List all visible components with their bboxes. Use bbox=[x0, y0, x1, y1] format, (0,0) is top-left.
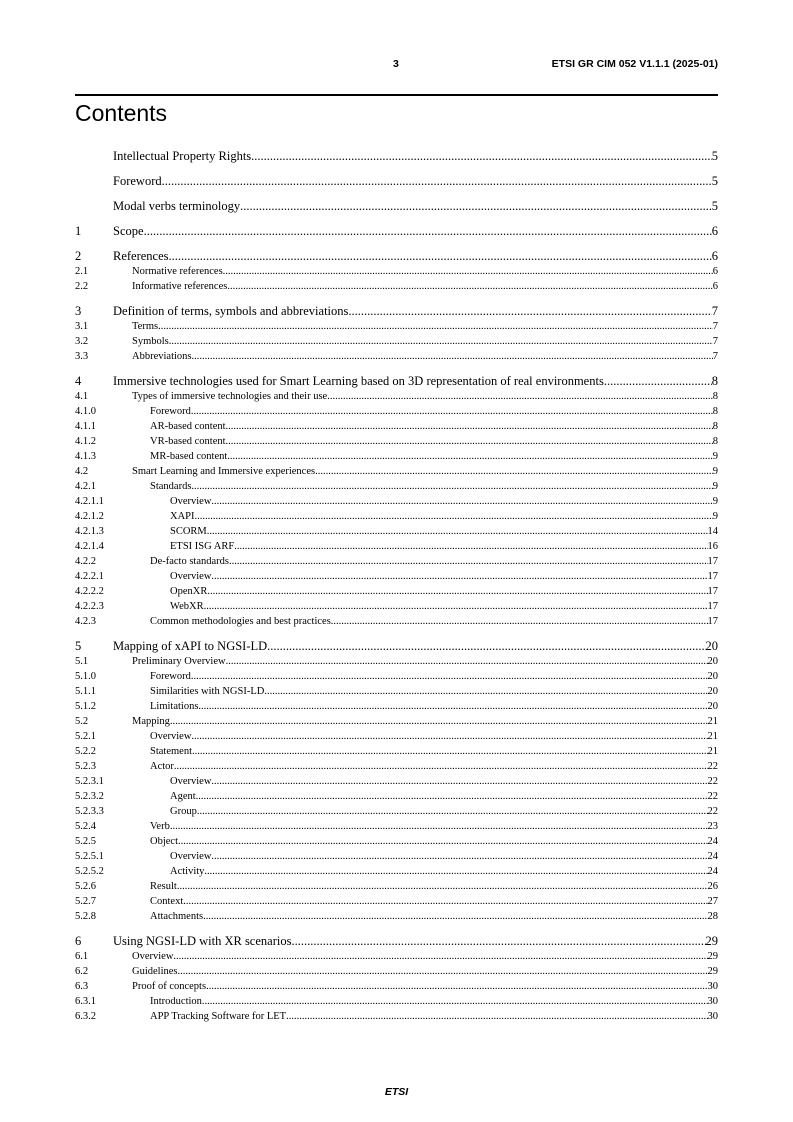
toc-entry-page: 20 bbox=[707, 671, 718, 682]
toc-entry-page: 29 bbox=[705, 934, 718, 948]
toc-entry-title: Overview bbox=[132, 951, 174, 962]
toc-entry-number: 4.2 bbox=[75, 466, 89, 477]
toc-entry-title: AR-based content bbox=[150, 421, 226, 432]
toc-entry[interactable] bbox=[75, 684, 718, 699]
toc-entry-number: 5.2 bbox=[75, 716, 89, 727]
toc-entry-page: 24 bbox=[707, 851, 718, 862]
toc-entry-title: Intellectual Property Rights bbox=[113, 149, 252, 163]
toc-entry-number: 4.2.1.4 bbox=[75, 541, 104, 552]
toc-entry-number: 4.1.1 bbox=[75, 421, 96, 432]
toc-entry[interactable] bbox=[75, 714, 718, 729]
toc-entry[interactable] bbox=[75, 524, 718, 539]
toc-entry[interactable] bbox=[75, 759, 718, 774]
toc-entry-number: 5.2.3.2 bbox=[75, 791, 104, 802]
toc-entry-page: 30 bbox=[707, 981, 718, 992]
toc-entry[interactable] bbox=[75, 699, 718, 714]
toc-entry-title: Group bbox=[170, 806, 197, 817]
dot-leader bbox=[203, 909, 707, 924]
toc-entry[interactable] bbox=[75, 744, 718, 759]
toc-entry-number: 6 bbox=[75, 934, 82, 948]
toc-entry[interactable] bbox=[75, 789, 718, 804]
toc-entry-page: 17 bbox=[707, 571, 718, 582]
dot-leader bbox=[223, 264, 713, 279]
toc-entry-number: 4.1.2 bbox=[75, 436, 96, 447]
toc-entry-page: 7 bbox=[712, 351, 718, 362]
toc-entry-page: 27 bbox=[707, 896, 718, 907]
toc-entry[interactable] bbox=[75, 434, 718, 449]
toc-entry-number: 4.2.1 bbox=[75, 481, 96, 492]
toc-entry-page: 22 bbox=[707, 776, 718, 787]
toc-entry-number: 5.2.6 bbox=[75, 881, 96, 892]
toc-entry[interactable] bbox=[75, 494, 718, 509]
toc-entry-title: Limitations bbox=[150, 701, 199, 712]
toc-entry[interactable] bbox=[75, 279, 718, 294]
toc-entry-number: 3.2 bbox=[75, 336, 89, 347]
toc-entry-page: 20 bbox=[705, 639, 718, 653]
toc-entry-title: Object bbox=[150, 836, 178, 847]
dot-leader bbox=[144, 223, 712, 239]
toc-entry-page: 16 bbox=[707, 541, 718, 552]
toc-entry-title: Definition of terms, symbols and abbreviations bbox=[113, 304, 349, 318]
toc-entry-title: Common methodologies and best practices bbox=[150, 616, 331, 627]
toc-entry-title: VR-based content bbox=[150, 436, 226, 447]
toc-entry-number: 5.2.3.1 bbox=[75, 776, 104, 787]
toc-entry-page: 8 bbox=[712, 391, 718, 402]
toc-entry-title: Smart Learning and Immersive experiences bbox=[132, 466, 316, 477]
toc-entry-title: Types of immersive technologies and their use bbox=[132, 391, 328, 402]
toc-entry-number: 6.2 bbox=[75, 966, 89, 977]
toc-entry[interactable] bbox=[75, 909, 718, 924]
toc-entry-number: 6.1 bbox=[75, 951, 89, 962]
toc-entry-title: Activity bbox=[170, 866, 205, 877]
toc-entry-title: Introduction bbox=[150, 996, 202, 1007]
toc-entry-title: WebXR bbox=[170, 601, 204, 612]
toc-entry[interactable] bbox=[75, 464, 718, 479]
toc-entry-page: 22 bbox=[707, 791, 718, 802]
toc-entry[interactable] bbox=[75, 879, 718, 894]
toc-entry-page: 29 bbox=[707, 966, 718, 977]
toc-entry-page: 29 bbox=[707, 951, 718, 962]
toc-entry[interactable] bbox=[75, 638, 718, 654]
dot-leader bbox=[183, 894, 707, 909]
toc-entry-number: 4.2.1.2 bbox=[75, 511, 104, 522]
dot-leader bbox=[327, 389, 713, 404]
toc-entry-page: 6 bbox=[711, 224, 718, 238]
dot-leader bbox=[604, 373, 712, 389]
toc-entry[interactable] bbox=[75, 223, 718, 239]
toc-entry-title: SCORM bbox=[170, 526, 207, 537]
toc-entry-title: APP Tracking Software for LET bbox=[150, 1011, 287, 1022]
dot-leader bbox=[178, 834, 708, 849]
toc-entry-title: Foreword bbox=[113, 174, 162, 188]
toc-entry-page: 20 bbox=[707, 686, 718, 697]
document-id: ETSI GR CIM 052 V1.1.1 (2025-01) bbox=[551, 58, 718, 70]
dot-leader bbox=[226, 419, 713, 434]
toc-entry-number: 5.1.2 bbox=[75, 701, 96, 712]
dot-leader bbox=[240, 198, 712, 214]
dot-leader bbox=[251, 148, 712, 164]
toc-entry-title: Actor bbox=[150, 761, 174, 772]
toc-entry-number: 4.2.2.3 bbox=[75, 601, 104, 612]
toc-entry[interactable] bbox=[75, 303, 718, 319]
page-title: Contents bbox=[75, 100, 168, 126]
dot-leader bbox=[227, 279, 712, 294]
toc-entry[interactable] bbox=[75, 334, 718, 349]
dot-leader bbox=[211, 774, 707, 789]
toc-entry[interactable] bbox=[75, 994, 718, 1009]
toc-entry-page: 9 bbox=[712, 496, 718, 507]
toc-entry[interactable] bbox=[75, 404, 718, 419]
toc-entry-title: Result bbox=[150, 881, 177, 892]
toc-entry[interactable] bbox=[75, 349, 718, 364]
toc-entry-page: 21 bbox=[707, 731, 718, 742]
toc-entry-title: Informative references bbox=[132, 281, 228, 292]
toc-entry[interactable] bbox=[75, 979, 718, 994]
toc-entry-number: 5.2.8 bbox=[75, 911, 96, 922]
toc-entry[interactable] bbox=[75, 1009, 718, 1024]
toc-entry-page: 7 bbox=[712, 336, 718, 347]
dot-leader bbox=[196, 789, 708, 804]
dot-leader bbox=[191, 729, 707, 744]
toc-entry[interactable] bbox=[75, 449, 718, 464]
dot-leader bbox=[202, 994, 708, 1009]
toc-entry-number: 5.2.3.3 bbox=[75, 806, 104, 817]
dot-leader bbox=[226, 434, 713, 449]
toc-entry-title: References bbox=[113, 249, 169, 263]
toc-entry-number: 4.1 bbox=[75, 391, 89, 402]
dot-leader bbox=[226, 654, 708, 669]
toc-entry-title: Using NGSI-LD with XR scenarios bbox=[113, 934, 292, 948]
dot-leader bbox=[158, 319, 713, 334]
toc-entry[interactable] bbox=[75, 933, 718, 949]
toc-entry-page: 22 bbox=[707, 761, 718, 772]
toc-entry[interactable] bbox=[75, 834, 718, 849]
toc-entry-title: Overview bbox=[170, 496, 212, 507]
toc-entry[interactable] bbox=[75, 654, 718, 669]
toc-entry[interactable] bbox=[75, 729, 718, 744]
toc-entry[interactable] bbox=[75, 669, 718, 684]
toc-entry-title: Overview bbox=[170, 571, 212, 582]
dot-leader bbox=[204, 599, 708, 614]
toc-entry-number: 4.1.0 bbox=[75, 406, 96, 417]
toc-entry-title: XAPI bbox=[170, 511, 195, 522]
dot-leader bbox=[191, 669, 708, 684]
toc-entry-title: Foreword bbox=[150, 406, 191, 417]
toc-entry-page: 30 bbox=[707, 1011, 718, 1022]
toc-entry-page: 9 bbox=[712, 481, 718, 492]
toc-entry-title: De-facto standards bbox=[150, 556, 230, 567]
toc-entry-number: 4.1.3 bbox=[75, 451, 96, 462]
toc-entry[interactable] bbox=[75, 819, 718, 834]
toc-entry-number: 2.1 bbox=[75, 266, 89, 277]
toc-entry[interactable] bbox=[75, 479, 718, 494]
toc-entry-number: 5.2.5 bbox=[75, 836, 96, 847]
toc-entry-page: 8 bbox=[712, 406, 718, 417]
toc-entry-title: Immersive technologies used for Smart Learning based on 3D representation of real environments bbox=[113, 374, 604, 388]
toc-entry[interactable] bbox=[75, 539, 718, 554]
dot-leader bbox=[191, 404, 713, 419]
dot-leader bbox=[169, 248, 712, 264]
dot-leader bbox=[170, 819, 708, 834]
toc-entry-page: 17 bbox=[707, 586, 718, 597]
toc-entry-number: 4.2.1.1 bbox=[75, 496, 104, 507]
toc-entry-page: 6 bbox=[712, 281, 718, 292]
toc-entry-page: 28 bbox=[707, 911, 718, 922]
toc-entry-number: 5.2.4 bbox=[75, 821, 96, 832]
dot-leader bbox=[170, 714, 708, 729]
toc-entry-page: 5 bbox=[711, 149, 718, 163]
dot-leader bbox=[267, 638, 705, 654]
page-number: 3 bbox=[393, 58, 399, 70]
toc-entry-page: 22 bbox=[707, 806, 718, 817]
dot-leader bbox=[286, 1009, 707, 1024]
toc-entry-page: 20 bbox=[707, 656, 718, 667]
toc-entry-number: 5.2.3 bbox=[75, 761, 96, 772]
toc-entry-number: 6.3.1 bbox=[75, 996, 96, 1007]
toc-entry-number: 5.1.1 bbox=[75, 686, 96, 697]
toc-entry-title: Overview bbox=[170, 851, 212, 862]
toc-entry-number: 3.1 bbox=[75, 321, 89, 332]
toc-entry-number: 4.2.1.3 bbox=[75, 526, 104, 537]
toc-entry-page: 20 bbox=[707, 701, 718, 712]
toc-entry-title: Scope bbox=[113, 224, 144, 238]
toc-entry-number: 5.2.5.1 bbox=[75, 851, 104, 862]
toc-entry[interactable] bbox=[75, 894, 718, 909]
toc-entry-title: Mapping of xAPI to NGSI-LD bbox=[113, 639, 268, 653]
toc-entry-title: Mapping bbox=[132, 716, 170, 727]
toc-entry-page: 7 bbox=[712, 321, 718, 332]
toc-entry-page: 5 bbox=[711, 199, 718, 213]
toc-entry-title: MR-based content bbox=[150, 451, 228, 462]
toc-entry-number: 3 bbox=[75, 304, 82, 318]
footer-etsi: ETSI bbox=[384, 1086, 409, 1098]
dot-leader bbox=[198, 699, 707, 714]
dot-leader bbox=[169, 334, 713, 349]
dot-leader bbox=[315, 464, 713, 479]
toc-entry-title: Normative references bbox=[132, 266, 223, 277]
toc-entry-number: 5.2.7 bbox=[75, 896, 96, 907]
toc-entry[interactable] bbox=[75, 419, 718, 434]
toc-entry-number: 5.2.1 bbox=[75, 731, 96, 742]
toc-entry-number: 5.2.5.2 bbox=[75, 866, 104, 877]
dot-leader bbox=[177, 879, 708, 894]
toc-entry-page: 23 bbox=[707, 821, 718, 832]
toc-entry[interactable] bbox=[75, 964, 718, 979]
toc-entry-page: 9 bbox=[712, 511, 718, 522]
dot-leader bbox=[207, 584, 707, 599]
toc-entry-number: 2 bbox=[75, 249, 82, 263]
toc-entry-title: Overview bbox=[150, 731, 192, 742]
dot-leader bbox=[192, 349, 713, 364]
toc-entry-page: 14 bbox=[707, 526, 718, 537]
toc-entry-title: Terms bbox=[132, 321, 159, 332]
toc-entry-page: 9 bbox=[712, 466, 718, 477]
toc-entry-number: 3.3 bbox=[75, 351, 89, 362]
toc-entry-page: 8 bbox=[712, 421, 718, 432]
toc-entry-title: Attachments bbox=[150, 911, 204, 922]
dot-leader bbox=[227, 449, 712, 464]
toc-entry-number: 6.3.2 bbox=[75, 1011, 96, 1022]
toc-entry-title: Modal verbs terminology bbox=[113, 199, 241, 213]
toc-entry-page: 6 bbox=[712, 266, 718, 277]
toc-entry-page: 24 bbox=[707, 866, 718, 877]
header-rule bbox=[75, 94, 718, 96]
toc-entry-title: OpenXR bbox=[170, 586, 208, 597]
toc-entry-title: Proof of concepts bbox=[132, 981, 207, 992]
toc-entry-number: 5.1 bbox=[75, 656, 89, 667]
dot-leader bbox=[331, 614, 708, 629]
toc-entry[interactable] bbox=[75, 509, 718, 524]
toc-entry-page: 30 bbox=[707, 996, 718, 1007]
toc-entry-number: 6.3 bbox=[75, 981, 89, 992]
toc-entry-title: Verb bbox=[150, 821, 170, 832]
dot-leader bbox=[264, 684, 707, 699]
toc-entry[interactable] bbox=[75, 949, 718, 964]
toc-entry-number: 5.1.0 bbox=[75, 671, 96, 682]
dot-leader bbox=[234, 539, 707, 554]
dot-leader bbox=[204, 864, 707, 879]
toc-entry-title: Foreword bbox=[150, 671, 191, 682]
dot-leader bbox=[211, 569, 707, 584]
dot-leader bbox=[291, 933, 705, 949]
toc-entry-page: 8 bbox=[712, 436, 718, 447]
toc-entry-title: Abbreviations bbox=[132, 351, 192, 362]
toc-entry[interactable] bbox=[75, 864, 718, 879]
toc-entry[interactable] bbox=[75, 173, 718, 189]
dot-leader bbox=[211, 494, 712, 509]
toc-entry-number: 5.2.2 bbox=[75, 746, 96, 757]
toc-entry[interactable] bbox=[75, 373, 718, 389]
toc-entry-number: 4 bbox=[75, 374, 82, 388]
toc-entry-page: 8 bbox=[711, 374, 718, 388]
toc-entry-page: 17 bbox=[707, 556, 718, 567]
toc-entry-title: Preliminary Overview bbox=[132, 656, 226, 667]
toc-entry-page: 5 bbox=[711, 174, 718, 188]
dot-leader bbox=[162, 173, 712, 189]
dot-leader bbox=[173, 949, 707, 964]
dot-leader bbox=[206, 979, 707, 994]
toc-entry[interactable] bbox=[75, 198, 718, 214]
dot-leader bbox=[197, 804, 708, 819]
toc-entry-page: 9 bbox=[712, 451, 718, 462]
dot-leader bbox=[229, 554, 707, 569]
toc-entry-number: 4.2.2.1 bbox=[75, 571, 104, 582]
toc-entry-title: Statement bbox=[150, 746, 192, 757]
toc-entry[interactable] bbox=[75, 248, 718, 264]
toc-entry-number: 4.2.2 bbox=[75, 556, 96, 567]
toc-entry-title: ETSI ISG ARF bbox=[170, 541, 235, 552]
toc-entry-title: Standards bbox=[150, 481, 192, 492]
toc-entry-page: 17 bbox=[707, 616, 718, 627]
toc-entry-page: 6 bbox=[711, 249, 718, 263]
toc-entry[interactable] bbox=[75, 774, 718, 789]
dot-leader bbox=[195, 509, 713, 524]
toc-entry-page: 7 bbox=[711, 304, 718, 318]
toc-entry[interactable] bbox=[75, 584, 718, 599]
toc-entry-title: Symbols bbox=[132, 336, 169, 347]
toc-entry[interactable] bbox=[75, 554, 718, 569]
toc-entry-title: Overview bbox=[170, 776, 212, 787]
toc-entry[interactable] bbox=[75, 389, 718, 404]
toc-entry[interactable] bbox=[75, 148, 718, 164]
toc-entry-number: 5 bbox=[75, 639, 82, 653]
dot-leader bbox=[192, 744, 708, 759]
toc-entry[interactable] bbox=[75, 264, 718, 279]
toc-entry-title: Agent bbox=[170, 791, 196, 802]
dot-leader bbox=[191, 479, 712, 494]
dot-leader bbox=[174, 759, 708, 774]
dot-leader bbox=[211, 849, 707, 864]
toc-entry[interactable] bbox=[75, 319, 718, 334]
toc-entry-number: 4.2.2.2 bbox=[75, 586, 104, 597]
toc-entry-number: 4.2.3 bbox=[75, 616, 96, 627]
dot-leader bbox=[178, 964, 708, 979]
toc-entry-page: 21 bbox=[707, 716, 718, 727]
toc-entry-title: Similarities with NGSI-LD bbox=[150, 686, 265, 697]
toc-entry-page: 17 bbox=[707, 601, 718, 612]
toc-entry-title: Context bbox=[150, 896, 184, 907]
toc-entry[interactable] bbox=[75, 849, 718, 864]
toc-entry[interactable] bbox=[75, 804, 718, 819]
toc-entry-title: Guidelines bbox=[132, 966, 178, 977]
toc-entry-page: 24 bbox=[707, 836, 718, 847]
toc-entry[interactable] bbox=[75, 614, 718, 629]
dot-leader bbox=[207, 524, 708, 539]
toc-entry[interactable] bbox=[75, 569, 718, 584]
toc-entry[interactable] bbox=[75, 599, 718, 614]
toc-entry-number: 2.2 bbox=[75, 281, 89, 292]
dot-leader bbox=[348, 303, 711, 319]
toc-entry-number: 1 bbox=[75, 224, 82, 238]
table-of-contents bbox=[75, 148, 718, 1024]
toc-entry-page: 21 bbox=[707, 746, 718, 757]
toc-entry-page: 26 bbox=[707, 881, 718, 892]
